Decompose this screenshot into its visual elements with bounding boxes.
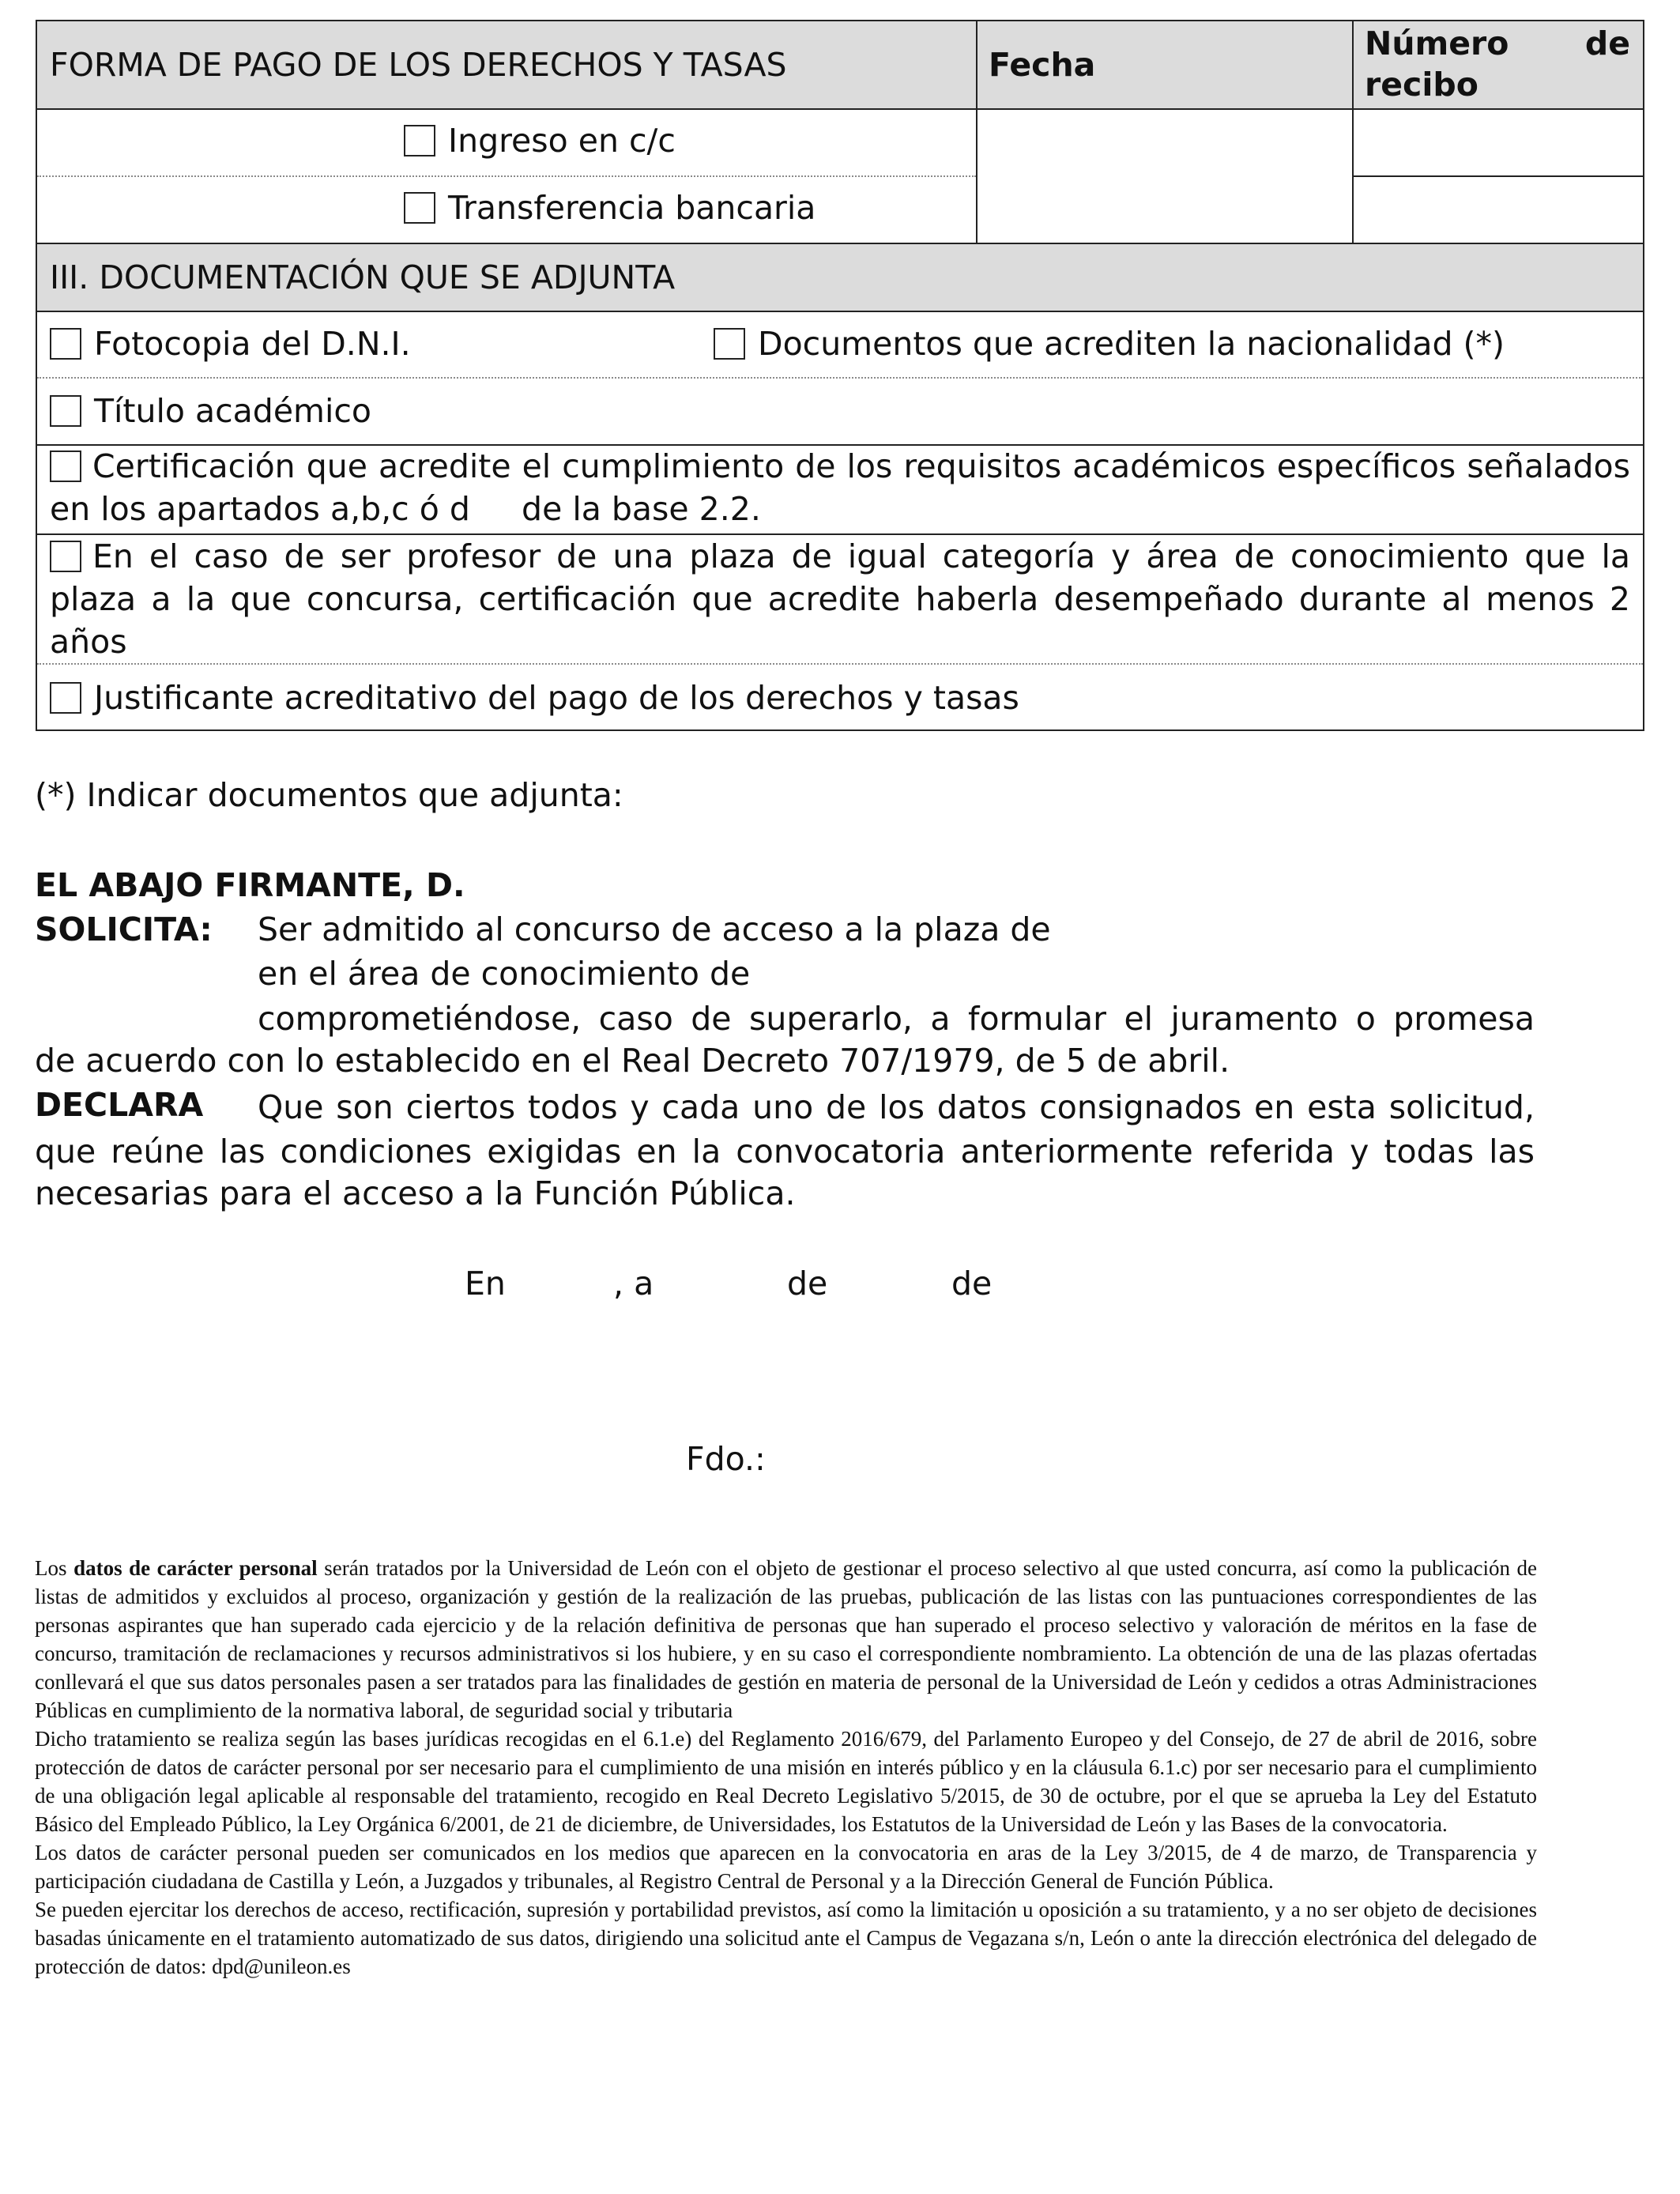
declara-line3: necesarias para el acceso a la Función Pública.: [35, 1174, 796, 1212]
ingreso-checkbox[interactable]: [404, 125, 435, 156]
solicita-line2: en el área de conocimiento de: [258, 955, 751, 993]
date-header: Fecha: [989, 46, 1096, 84]
declara-line2: que reúne las condiciones exigidas en la convocatoria anteriormente referida y todas las: [35, 1133, 1535, 1171]
transferencia-checkbox[interactable]: [404, 192, 435, 224]
doc-titulo[interactable]: Título académico: [50, 390, 371, 432]
payment-header: FORMA DE PAGO DE LOS DERECHOS Y TASAS: [50, 46, 787, 84]
place-en: En: [465, 1265, 506, 1302]
solicita-label: SOLICITA:: [35, 910, 213, 948]
solicita-line4: de acuerdo con lo establecido en el Real Decreto 707/1979, de 5 de abril.: [35, 1042, 1230, 1080]
nacionalidad-checkbox[interactable]: [714, 328, 745, 360]
option-ingreso[interactable]: Ingreso en c/c: [404, 120, 676, 161]
place-de-2: de: [951, 1265, 993, 1302]
payment-header-row: [37, 21, 1643, 108]
profesor-checkbox[interactable]: [50, 541, 81, 572]
doc-certificacion[interactable]: Certificación que acredite el cumplimiento de los requisitos académicos específicos señalados en los apartados a,b,c ó d de la base 2.2.: [50, 447, 1641, 528]
certificacion-checkbox[interactable]: [50, 450, 81, 482]
place-a: , a: [613, 1265, 654, 1302]
doc-dni[interactable]: Fotocopia del D.N.I.: [50, 323, 411, 364]
form-table: [36, 20, 1644, 731]
solicita-line3: comprometiéndose, caso de superarlo, a formular el juramento o promesa: [258, 1000, 1535, 1038]
documentation-header: III. DOCUMENTACIÓN QUE SE ADJUNTA: [37, 244, 1643, 311]
option-transferencia[interactable]: Transferencia bancaria: [404, 187, 816, 228]
doc-nacionalidad[interactable]: Documentos que acrediten la nacionalidad (*): [714, 323, 1505, 364]
legal-paragraph-1: Los datos de carácter personal serán tratados por la Universidad de León con el objeto de gestionar el proceso selectivo al que usted concurra, así como la publicación de listas de admitidos y excluidos al proceso, organización y gestión de la realización de las pruebas, publicación de las listas con las puntuaciones correspondientes de las personas aspirantes que han superado cada ejercicio y de la relación definitiva de personas que han superado el proceso selectivo y valoración de méritos en la fase de concurso, tramitación de reclamaciones y recursos administrativos si los hubiere, y en su caso el correspondiente nombramiento. La obtención de una de las plazas ofertadas conllevará el que sus datos personales pasen a ser tratados para las finalidades de gestión en materia de personal de la Universidad de León y cedidos a otras Administraciones Públicas en cumplimiento de la normativa laboral, de seguridad social y tributaria: [35, 1556, 1538, 1722]
dni-checkbox[interactable]: [50, 328, 81, 360]
legal-paragraph-4: Se pueden ejercitar los derechos de acceso, rectificación, supresión y portabilidad previstos, así como la limitación u oposición a su tratamiento, y a no ser objeto de decisiones basadas únicamente en el tratamiento automatizado de sus datos, dirigiendo una solicitud ante el Campus de Vegazana s/n, León o ante la dirección electrónica del delegado de protección de datos: dpd@unileon.es: [35, 1898, 1537, 1978]
doc-justificante[interactable]: Justificante acreditativo del pago de los derechos y tasas: [50, 677, 1019, 718]
receipt-header: Número de recibo: [1365, 25, 1630, 104]
titulo-checkbox[interactable]: [50, 395, 81, 427]
declara-line1: Que son ciertos todos y cada uno de los datos consignados en esta solicitud,: [258, 1088, 1535, 1126]
legal-paragraph-2: Dicho tratamiento se realiza según las bases jurídicas recogidas en el 6.1.e) del Reglamento 2016/679, del Parlamento Europeo y del Consejo, de 27 de abril de 2016, sobre protección de datos de carácter personal por ser necesario para el cumplimiento de una misión en interés público y en la cláusula 6.1.c) por ser necesario para el cumplimiento de una obligación legal aplicable al responsable del tratamiento, recogido en Real Decreto Legislativo 5/2015, de 30 de octubre, por el que se aprueba la Ley del Estatuto Básico del Empleado Público, la Ley Orgánica 6/2001, de 21 de diciembre, de Universidades, los Estatutos de la Universidad de León y las Bases de la convocatoria.: [35, 1727, 1537, 1836]
doc-profesor[interactable]: En el caso de ser profesor de una plaza de igual categoría y área de conocimiento que la plaza a la que concursa, certificación que acredite haberla desempeñado durante al menos 2 años: [50, 537, 1630, 661]
legal-paragraph-3: Los datos de carácter personal pueden ser comunicados en los medios que aparecen en la convocatoria en aras de la Ley 3/2015, de 4 de marzo, de Transparencia y participación ciudadana de Castilla y León, a Juzgados y tribunales, al Registro Central de Personal y a la Dirección General de Función Pública.: [35, 1841, 1537, 1893]
justificante-checkbox[interactable]: [50, 682, 81, 714]
fdo-label: Fdo.:: [686, 1440, 766, 1478]
firmante-label: EL ABAJO FIRMANTE, D.: [35, 866, 465, 904]
declara-label: DECLARA: [35, 1086, 204, 1124]
legal-notice: [35, 1554, 1537, 1981]
solicita-line1: Ser admitido al concurso de acceso a la plaza de: [258, 910, 1051, 948]
indicar-documentos: (*) Indicar documentos que adjunta:: [35, 776, 623, 814]
place-de-1: de: [787, 1265, 828, 1302]
